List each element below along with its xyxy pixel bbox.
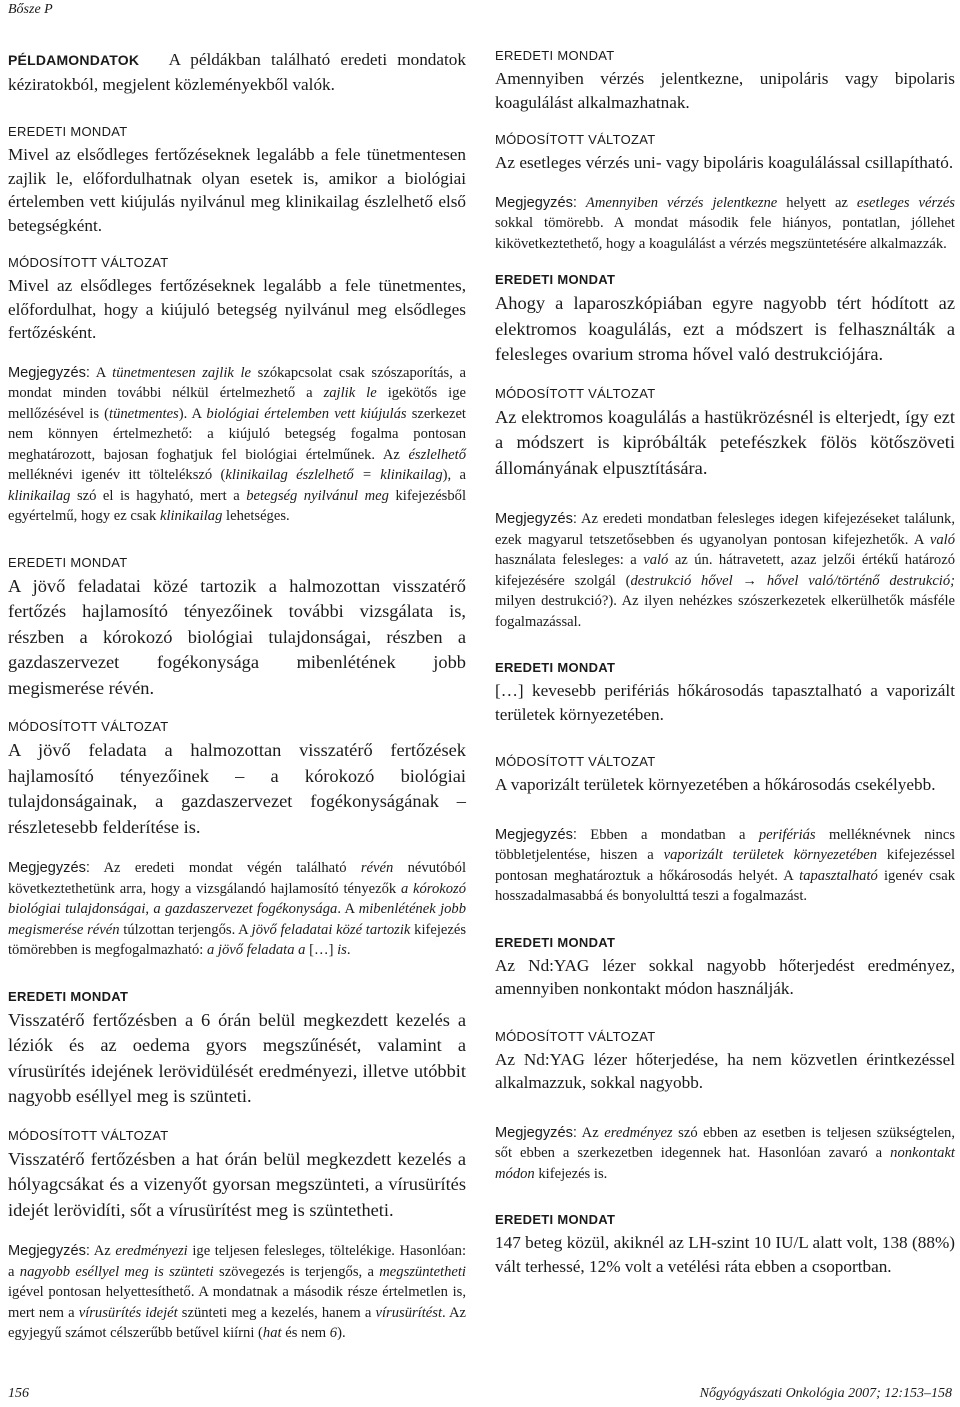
- ex1-note: Megjegyzés: A tünetmentesen zajlik le szókapcsolat csak szószaporítás, a mondat minden további nélkül értelmezhető a zajlik le igekötős ige mellőzésével is (tünetmentes). A biológiai értelemben vett kiújulás szerkezet nem könnyen értelmezhető: a kiújuló betegség fogalma pontosan meghatározott, bajosan foghatjuk fel biológiai értelműnek. Az észlelhető melléknévi igenév itt töltelékszó (klinikailag észlelhető = klinikailag), a klinikailag szó el is hagyható, mert a betegség nyilvánul meg kifejezésből egyértelmű, hogy ez csak klinikailag lehetséges.: [8, 364, 467, 524]
- intro-text: A példákban található eredeti mondatok kéziratokból, megjelent közleményekből valók.: [8, 50, 466, 94]
- ex7-modified: Az Nd:YAG lézer hőterjedése, ha nem közvetlen érintkezéssel alkalmazzuk, sokkal nagyobb.: [495, 1049, 955, 1092]
- label-modified: MÓDOSÍTOTT VÁLTOZAT: [495, 385, 656, 401]
- label-modified: MÓDOSÍTOTT VÁLTOZAT: [495, 754, 656, 769]
- page-number: 156: [8, 1386, 29, 1401]
- label-modified: MÓDOSÍTOTT VÁLTOZAT: [8, 719, 169, 734]
- label-modified: MÓDOSÍTOTT VÁLTOZAT: [495, 1028, 656, 1044]
- ex3-note: Megjegyzés: Az eredményezi ige teljesen felesleges, töltelékige. Hasonlóan: a nagyobb eséllyel meg is szünteti szövegezés is terjengős, a megszüntetheti igével pontosan helyettesíthető. A mondatnak a második része értelmetlen is, mert nem a vírusürítés idejét szünteti meg a kezelés, hanem a vírusürítést. Az egyjegyű számot célszerűbb betűvel kiírni (hat és nem 6).: [8, 1243, 466, 1341]
- label-modified: MÓDOSÍTOTT VÁLTOZAT: [495, 132, 656, 147]
- label-original: EREDETI MONDAT: [495, 48, 615, 63]
- right-column: [495, 48, 955, 1278]
- ex8-original: 147 beteg közül, akiknél az LH-szint 10 IU/L alatt volt, 138 (88%) vált terhessé, 12% volt a vetélési ráta ebben a csoportban.: [495, 1233, 955, 1276]
- ex6-original: […] kevesebb perifériás hőkárosodás tapasztalható a vaporizált területek környezetében.: [495, 681, 955, 724]
- arrow-icon: →: [732, 572, 767, 589]
- intro-paragraph: [8, 48, 466, 96]
- ex3-original: Visszatérő fertőzésben a 6 órán belül megkezdett kezelés a léziók és az oedema gyors megszűnését, valamint a vírusürítés idejének lerövidülését eredményezi, illetve utóbbit nagyobb eséllyel meg is szünteti.: [8, 1009, 466, 1106]
- left-column: [8, 48, 466, 1344]
- label-original: EREDETI MONDAT: [8, 988, 129, 1004]
- ex5-modified: Az elektromos koagulálás a hastükrözésnél is elterjedt, így ezt a módszert is kipróbálták petefészkek fölös kötőszöveti állományának elpusztítására.: [495, 406, 955, 478]
- ex1-modified: Mivel az elsődleges fertőzéseknek legalább a fele tünetmentes, előfordulhat, hogy a kiújuló betegség nyilvánul meg elsődleges fertőzésként.: [8, 276, 466, 342]
- ex4-modified: Az esetleges vérzés uni- vagy bipoláris koagulálással csillapítható.: [495, 153, 954, 172]
- ex1-original: Mivel az elsődleges fertőzéseknek legalább a fele tünetmentesen zajlik le, előfordulhatnak olyan esetek is, amikor a biológiai értelemben vett kiújulás nyilvánul meg klinikailag észlelhető első betegségként.: [8, 145, 466, 235]
- journal-citation: Nőgyógyászati Onkológia 2007; 12:153–158: [699, 1386, 952, 1401]
- ex3-modified: Visszatérő fertőzésben a hat órán belül megkezdett kezelés a hólyagcsákat és a vizenyőt gyorsan megszünteti, a vírusürítés idejét lerövidíti, sőt a vírusürítést meg is szüntetheti.: [8, 1148, 466, 1220]
- label-original: EREDETI MONDAT: [495, 934, 616, 950]
- ex7-note: Megjegyzés: Az eredményez szó ebben az esetben is teljesen szükségtelen, sőt ebben a szerkezetben idegennek hat. Hasonlóan zavaró a nonkontakt módon kifejezés is.: [495, 1124, 956, 1182]
- intro-title: PÉLDAMONDATOK: [8, 52, 140, 68]
- ex6-note: Megjegyzés: Ebben a mondatban a perifériás melléknévnek nincs többletjelentése, hiszen a vaporizált területek környezetében kifejezéssel pontosan meghatároztuk a hőkárosodás helyét. A tapasztalható igenév csak hosszadalmasabbá és bonyolulttá teszi a fogalmazást.: [495, 826, 956, 904]
- ex6-modified: A vaporizált területek környezetében a hőkárosodás csekélyebb.: [495, 775, 936, 794]
- ex4-original: Amennyiben vérzés jelentkezne, unipoláris vagy bipolaris koagulálást alkalmazhatnak.: [495, 69, 955, 112]
- label-original: EREDETI MONDAT: [495, 1212, 616, 1227]
- label-original: EREDETI MONDAT: [495, 660, 616, 675]
- ex2-note: Megjegyzés: Az eredeti mondat végén található révén névutóból következtethetünk arra, hogy a vizsgálandó hajlamosító tényezők a kórokozó biológiai tulajdonságai, a gazdaszervezet fogékonysága. A mibenlétének jobb megismerése révén túlzottan terjengős. A jövő feladatai közé tartozik kifejezés tömörebben is megfogalmazható: a jövő feladata a […] is.: [8, 860, 467, 958]
- ex4-note: Megjegyzés: Amennyiben vérzés jelentkezne helyett az esetleges vérzés sokkal tömörebb. A mondat második fele hiányos, pontatlan, jóllehet kikövetkeztethető, hogy a koagulálást a vérzés megszüntetésére alkalmazzák.: [495, 194, 955, 252]
- ex2-original: A jövő feladatai közé tartozik a halmozottan visszatérő fertőzés hajlamosító tényezőinek további vizsgálata is, részben a kórokozó biológiai tulajdonságai, részben a gazdaszervezet fogékonysága mibenlétének jobb megismerése révén.: [8, 575, 466, 698]
- label-original: EREDETI MONDAT: [8, 124, 128, 139]
- ex5-original: Ahogy a laparoszkópiában egyre nagyobb tért hódított az elektromos koagulálás, ezt a módszert is felhasználták a felesleges ovarium stroma hővel való destrukciójára.: [495, 293, 955, 364]
- label-modified: MÓDOSÍTOTT VÁLTOZAT: [8, 255, 169, 270]
- label-original: EREDETI MONDAT: [8, 554, 128, 570]
- label-original: EREDETI MONDAT: [495, 272, 616, 287]
- ex5-note: Megjegyzés: Az eredeti mondatban felesleges idegen kifejezéseket találunk, ezek magyarul tetszetősebben és ugyanolyan pontosan kifejezhetők. A való használata felesleges: a való az ún. hátravetett, azaz jelzői értékű határozó kifejezésére szolgál (destrukció hővel → hővel való/történő destrukció; milyen destrukció?). Az ilyen nehézkes szószerkezetek elkerülhetők másféle fogalmazással.: [495, 511, 956, 630]
- running-head: Bősze P: [8, 2, 53, 17]
- label-modified: MÓDOSÍTOTT VÁLTOZAT: [8, 1127, 169, 1143]
- ex7-original: Az Nd:YAG lézer sokkal nagyobb hőterjedést eredményez, amennyiben nonkontakt módon használják.: [495, 955, 955, 998]
- ex2-modified: A jövő feladata a halmozottan visszatérő fertőzések hajlamosító tényezőinek – a kórokozó biológiai tulajdonságainak, a gazdaszervezet fogékonyságának – részletesebb felderítése is.: [8, 740, 466, 837]
